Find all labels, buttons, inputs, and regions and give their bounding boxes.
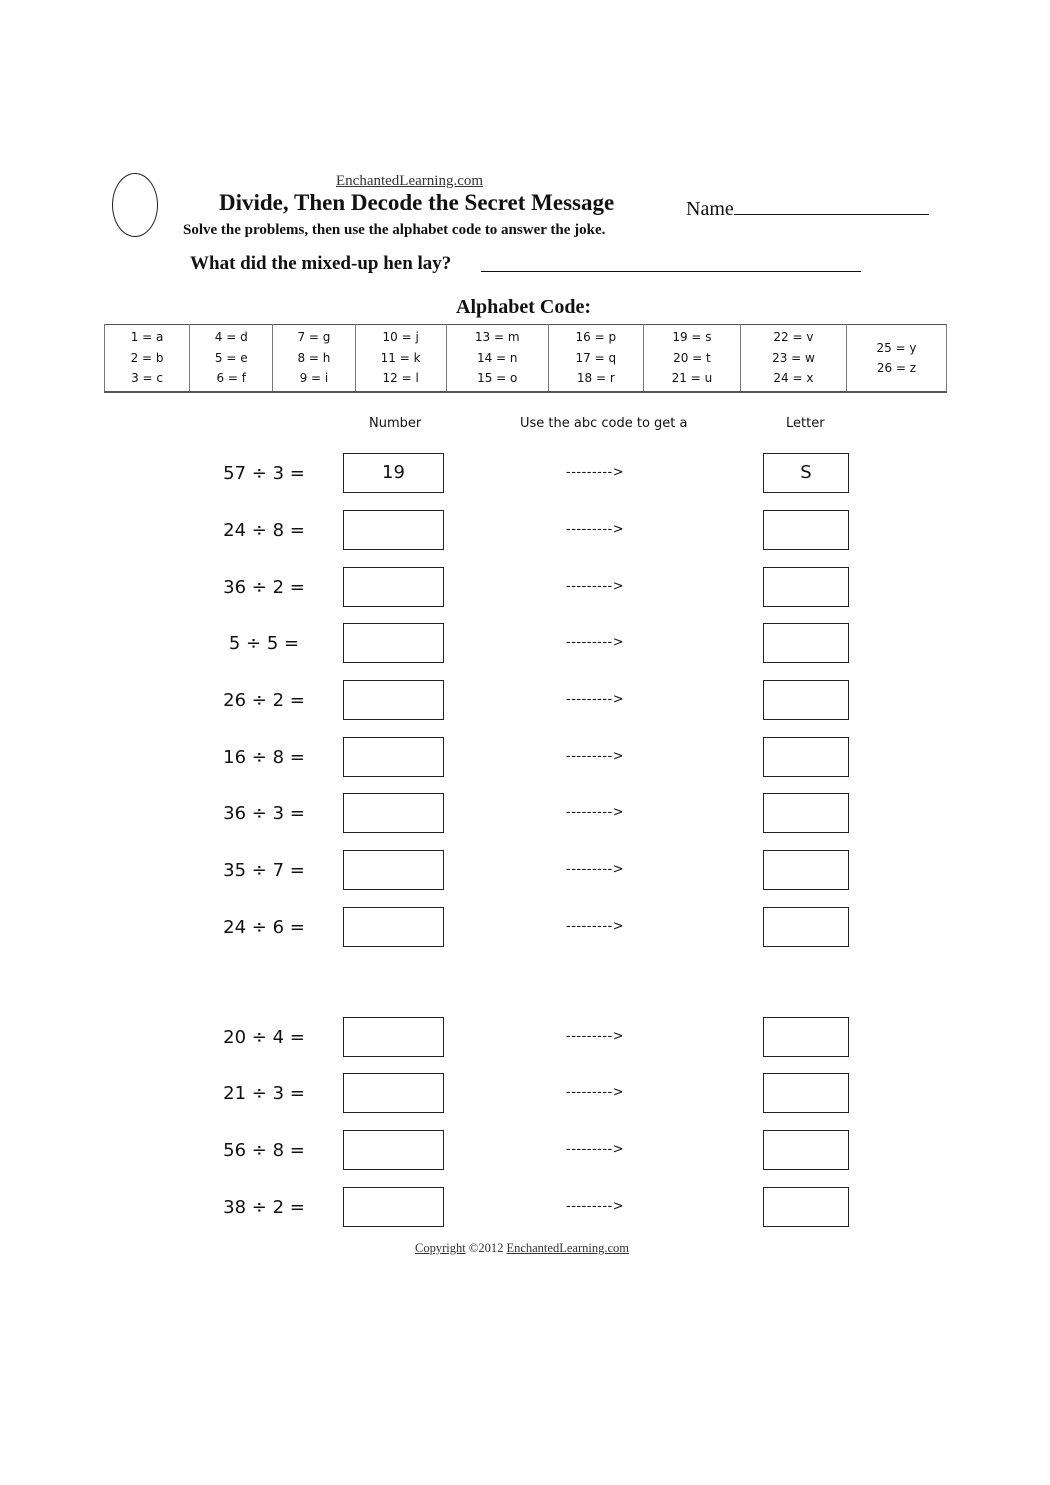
code-entry: 15 = o bbox=[477, 371, 518, 386]
letter-answer-box[interactable] bbox=[763, 567, 849, 607]
division-problem: 24 ÷ 6 = bbox=[223, 917, 305, 938]
name-label: Name bbox=[686, 198, 734, 220]
problem-row bbox=[0, 1073, 1050, 1115]
code-entry: 13 = m bbox=[474, 330, 520, 345]
arrow: ---------> bbox=[566, 635, 625, 650]
instructions: Solve the problems, then use the alphabet code to answer the joke. bbox=[183, 222, 606, 238]
code-column bbox=[740, 325, 846, 393]
code-entry: 3 = c bbox=[131, 371, 164, 386]
code-entry: 25 = y bbox=[876, 340, 917, 355]
division-problem: 56 ÷ 8 = bbox=[223, 1140, 305, 1161]
arrow: ---------> bbox=[566, 749, 625, 764]
code-entry: 1 = a bbox=[130, 330, 164, 345]
arrow: ---------> bbox=[566, 579, 625, 594]
letter-answer-box[interactable] bbox=[763, 680, 849, 720]
code-entry: 2 = b bbox=[130, 350, 164, 365]
code-entry: 26 = z bbox=[876, 361, 917, 375]
arrow: ---------> bbox=[566, 465, 625, 480]
number-answer-box[interactable] bbox=[343, 1073, 444, 1113]
code-entry: 21 = u bbox=[671, 371, 713, 386]
letter-answer-box[interactable]: S bbox=[763, 453, 849, 493]
problem-row bbox=[0, 567, 1050, 609]
code-column bbox=[548, 325, 643, 393]
code-entry: 9 = i bbox=[299, 371, 329, 386]
number-answer-box[interactable] bbox=[343, 737, 444, 777]
number-answer-box[interactable] bbox=[343, 907, 444, 947]
number-answer-box[interactable] bbox=[343, 793, 444, 833]
code-column bbox=[643, 325, 740, 393]
problem-row bbox=[0, 623, 1050, 665]
problem-row bbox=[0, 453, 1050, 495]
problem-row bbox=[0, 850, 1050, 892]
number-answer-box[interactable] bbox=[343, 1130, 444, 1170]
alphabet-code-table bbox=[104, 324, 947, 393]
code-entry: 16 = p bbox=[575, 330, 617, 345]
code-entry: 8 = h bbox=[297, 350, 331, 365]
code-entry: 20 = t bbox=[673, 350, 711, 365]
code-entry: 23 = w bbox=[772, 350, 815, 365]
letter-answer-box[interactable] bbox=[763, 793, 849, 833]
code-column bbox=[105, 325, 190, 393]
code-entry: 12 = l bbox=[382, 371, 419, 386]
number-column-header: Number bbox=[369, 416, 422, 431]
problem-row bbox=[0, 510, 1050, 552]
division-problem: 36 ÷ 3 = bbox=[223, 803, 305, 824]
number-answer-box[interactable] bbox=[343, 1017, 444, 1057]
letter-answer-box[interactable] bbox=[763, 737, 849, 777]
footer-site-link[interactable]: EnchantedLearning.com bbox=[506, 1241, 629, 1255]
code-entry: 6 = f bbox=[216, 371, 247, 386]
number-answer-box[interactable] bbox=[343, 623, 444, 663]
division-problem: 24 ÷ 8 = bbox=[223, 520, 305, 541]
letter-answer-box[interactable] bbox=[763, 1187, 849, 1227]
name-field[interactable] bbox=[686, 196, 929, 221]
code-entry: 10 = j bbox=[382, 330, 419, 345]
letter-answer-box[interactable] bbox=[763, 623, 849, 663]
division-problem: 35 ÷ 7 = bbox=[223, 860, 305, 881]
joke-question bbox=[190, 253, 451, 275]
code-entry: 19 = s bbox=[672, 330, 712, 345]
arrow: ---------> bbox=[566, 692, 625, 707]
arrow: ---------> bbox=[566, 862, 625, 877]
problem-row bbox=[0, 680, 1050, 722]
copyright-footer bbox=[415, 1241, 629, 1256]
code-column bbox=[273, 325, 355, 393]
problem-row bbox=[0, 907, 1050, 949]
letter-answer-box[interactable] bbox=[763, 850, 849, 890]
worksheet-title: Divide, Then Decode the Secret Message bbox=[219, 190, 615, 215]
letter-answer-box[interactable] bbox=[763, 1017, 849, 1057]
number-answer-box[interactable] bbox=[343, 567, 444, 607]
arrow: ---------> bbox=[566, 1199, 625, 1214]
copyright-year: ©2012 bbox=[468, 1241, 504, 1255]
letter-answer-box[interactable] bbox=[763, 1073, 849, 1113]
letter-answer-box[interactable] bbox=[763, 907, 849, 947]
problem-row bbox=[0, 793, 1050, 835]
letter-answer-box[interactable] bbox=[763, 510, 849, 550]
arrow: ---------> bbox=[566, 919, 625, 934]
code-entry: 14 = n bbox=[476, 350, 518, 365]
arrow: ---------> bbox=[566, 1142, 625, 1157]
code-column bbox=[355, 325, 446, 393]
code-entry: 22 = v bbox=[773, 330, 814, 345]
division-problem: 38 ÷ 2 = bbox=[223, 1197, 305, 1218]
code-column bbox=[846, 325, 946, 393]
code-entry: 11 = k bbox=[380, 350, 421, 365]
letter-answer-box[interactable] bbox=[763, 1130, 849, 1170]
alphabet-code-title: Alphabet Code: bbox=[456, 296, 592, 318]
code-column bbox=[446, 325, 548, 393]
division-problem: 20 ÷ 4 = bbox=[223, 1027, 305, 1048]
code-entry: 4 = d bbox=[214, 330, 248, 345]
division-problem: 36 ÷ 2 = bbox=[223, 577, 305, 598]
number-answer-box[interactable] bbox=[343, 680, 444, 720]
joke-question-text: What did the mixed-up hen lay? bbox=[190, 253, 452, 274]
division-problem: 5 ÷ 5 = bbox=[228, 633, 300, 654]
middle-column-header: Use the abc code to get a bbox=[520, 416, 688, 431]
code-entry: 17 = q bbox=[575, 350, 617, 365]
arrow: ---------> bbox=[566, 522, 625, 537]
number-answer-box[interactable] bbox=[343, 510, 444, 550]
problem-row bbox=[0, 1130, 1050, 1172]
code-entry: 18 = r bbox=[576, 371, 615, 386]
number-answer-box[interactable]: 19 bbox=[343, 453, 444, 493]
arrow: ---------> bbox=[566, 1029, 625, 1044]
division-problem: 57 ÷ 3 = bbox=[223, 463, 305, 484]
copyright-link[interactable]: Copyright bbox=[415, 1241, 466, 1255]
division-problem: 16 ÷ 8 = bbox=[223, 747, 305, 768]
arrow: ---------> bbox=[566, 805, 625, 820]
code-entry: 7 = g bbox=[297, 330, 331, 345]
code-entry: 5 = e bbox=[214, 350, 248, 365]
name-line[interactable] bbox=[734, 196, 929, 215]
arrow: ---------> bbox=[566, 1085, 625, 1100]
code-column bbox=[190, 325, 273, 393]
letter-column-header: Letter bbox=[786, 416, 825, 431]
code-entry: 24 = x bbox=[773, 371, 814, 386]
problem-row bbox=[0, 1017, 1050, 1059]
division-problem: 21 ÷ 3 = bbox=[223, 1083, 305, 1104]
problem-row bbox=[0, 737, 1050, 779]
site-link[interactable]: EnchantedLearning.com bbox=[336, 173, 484, 189]
number-answer-box[interactable] bbox=[343, 1187, 444, 1227]
answer-line[interactable] bbox=[481, 271, 861, 272]
alphabet-code-row bbox=[105, 325, 947, 393]
division-problem: 26 ÷ 2 = bbox=[223, 690, 305, 711]
number-answer-box[interactable] bbox=[343, 850, 444, 890]
egg-outline-icon bbox=[112, 173, 158, 237]
problem-row bbox=[0, 1187, 1050, 1229]
